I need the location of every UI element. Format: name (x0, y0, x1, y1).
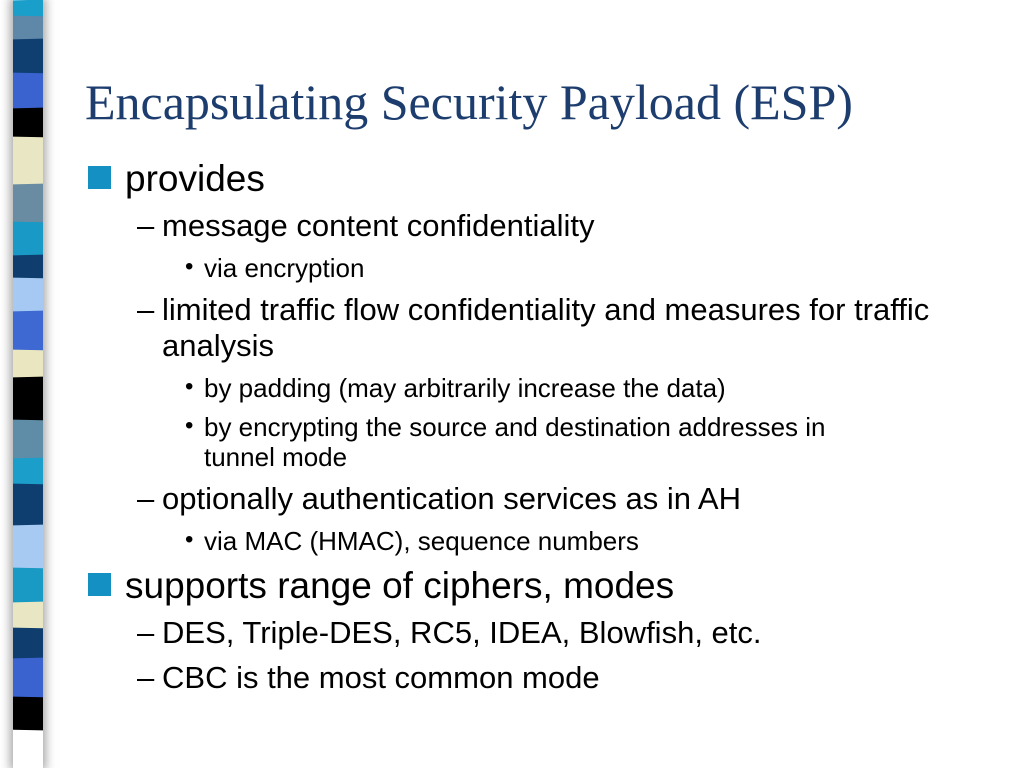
dash-bullet-icon: – (137, 292, 155, 328)
bullet-item-level1 (85, 158, 1006, 199)
stripe-block (13, 137, 43, 187)
dash-bullet-icon: – (137, 480, 155, 516)
stripe-block (13, 628, 43, 661)
bullet-text: via encryption (204, 253, 365, 284)
decorative-stripe (13, 0, 43, 768)
bullet-item-level2 (85, 481, 1006, 517)
stripe-block (13, 484, 43, 528)
stripe-block (13, 697, 43, 731)
bullet-text: via MAC (HMAC), sequence numbers (204, 525, 639, 556)
stripe-block (13, 525, 43, 571)
dot-bullet-icon: • (185, 411, 194, 439)
bullet-text: supports range of ciphers, modes (125, 564, 675, 606)
bullet-item-level2 (85, 208, 1006, 244)
stripe-block (13, 658, 43, 700)
slide-content (85, 74, 1006, 705)
dot-bullet-icon: • (185, 372, 194, 400)
slide-title: Encapsulating Security Payload (ESP) (85, 74, 853, 130)
stripe-block (13, 222, 43, 258)
dash-bullet-icon: – (137, 615, 155, 651)
dot-bullet-icon: • (185, 525, 194, 553)
bullet-item-level2 (85, 292, 1006, 363)
bullet-item-level3 (85, 373, 1006, 403)
stripe-block (13, 73, 43, 111)
bullet-list (85, 158, 1006, 696)
stripe-block (13, 39, 43, 76)
stripe-block (13, 568, 43, 605)
bullet-text: by encrypting the source and destination addresses in tunnel mode (204, 411, 826, 472)
stripe-block (13, 278, 43, 314)
bullet-item-level2 (85, 660, 1006, 696)
stripe-block (13, 350, 43, 380)
bullet-text: limited traffic flow confidentiality and measures for traffic analysis (162, 292, 930, 363)
stripe-block (13, 108, 43, 140)
bullet-item-level1 (85, 565, 1006, 606)
stripe-block (13, 602, 43, 631)
stripe-color-blocks (13, 0, 43, 768)
bullet-text: message content confidentiality (162, 208, 595, 244)
square-bullet-icon (88, 166, 111, 189)
dash-bullet-icon: – (137, 208, 155, 244)
bullet-item-level2 (85, 615, 1006, 651)
bullet-text: provides (125, 158, 265, 199)
stripe-block (13, 420, 43, 461)
square-bullet-icon (88, 573, 111, 596)
bullet-text: by padding (may arbitrarily increase the data) (204, 372, 726, 403)
bullet-item-level3 (85, 412, 1006, 472)
bullet-text: optionally authentication services as in AH (162, 480, 741, 516)
stripe-block (13, 458, 43, 487)
dot-bullet-icon: • (185, 253, 194, 281)
stripe-block (13, 311, 43, 353)
bullet-text: DES, Triple-DES, RC5, IDEA, Blowfish, etc. (162, 615, 762, 651)
dash-bullet-icon: – (137, 659, 155, 695)
bullet-item-level3 (85, 253, 1006, 283)
stripe-block (13, 16, 43, 42)
stripe-block (13, 184, 43, 225)
stripe-block (13, 377, 43, 423)
bullet-item-level3 (85, 526, 1006, 556)
stripe-block (13, 255, 43, 281)
bullet-text: CBC is the most common mode (162, 659, 600, 695)
